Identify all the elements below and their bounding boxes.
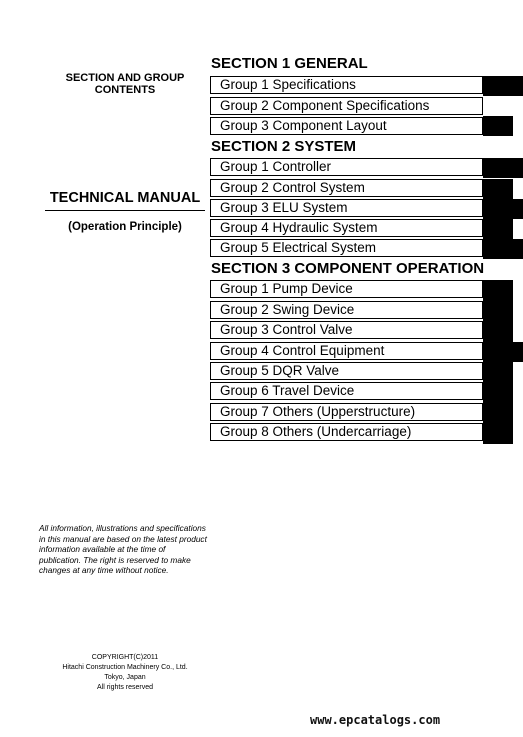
section-tab-marker	[483, 199, 523, 219]
toc-item-section2-group4[interactable]: Group 4 Hydraulic System	[210, 219, 483, 237]
copyright-line: COPYRIGHT(C)2011	[91, 654, 159, 661]
company-location: Tokyo, Japan	[104, 674, 146, 681]
section-group-contents-heading	[40, 72, 210, 96]
disclaimer-text: All information, illustrations and specifications in this manual are based on the latest product information available at the time of publication. The right is reserved to make changes at any time without notice.	[39, 523, 207, 575]
toc-item-section3-group3[interactable]: Group 3 Control Valve	[210, 321, 483, 339]
section-tab-marker	[483, 76, 523, 96]
toc-item-section2-group5[interactable]: Group 5 Electrical System	[210, 239, 483, 257]
toc-item-section2-group2[interactable]: Group 2 Control System	[210, 179, 483, 197]
section-tab-marker	[483, 362, 513, 444]
section-1-title: SECTION 1 GENERAL	[211, 55, 368, 72]
toc-item-section3-group7[interactable]: Group 7 Others (Upperstructure)	[210, 403, 483, 421]
section-2-title: SECTION 2 SYSTEM	[211, 138, 357, 155]
manual-title: TECHNICAL MANUAL	[45, 190, 205, 211]
toc-item-section3-group8[interactable]: Group 8 Others (Undercarriage)	[210, 423, 483, 441]
section-3-title: SECTION 3 COMPONENT OPERATION	[211, 260, 485, 277]
footer-url[interactable]: www.epcatalogs.com	[310, 713, 441, 727]
toc-item-section1-group1[interactable]: Group 1 Specifications	[210, 76, 483, 94]
contents-heading-line2: CONTENTS	[94, 84, 156, 96]
toc-item-section3-group1[interactable]: Group 1 Pump Device	[210, 280, 483, 298]
toc-item-section3-group4[interactable]: Group 4 Control Equipment	[210, 342, 483, 360]
manual-subtitle: (Operation Principle)	[68, 221, 182, 233]
toc-item-section1-group3[interactable]: Group 3 Component Layout	[210, 117, 483, 135]
contents-heading-line1: SECTION AND GROUP	[65, 72, 185, 84]
section-tab-marker	[483, 179, 513, 199]
toc-item-section2-group1[interactable]: Group 1 Controller	[210, 158, 483, 176]
toc-item-section1-group2[interactable]: Group 2 Component Specifications	[210, 97, 483, 115]
section-tab-marker	[483, 219, 513, 239]
section-tab-marker	[483, 116, 513, 136]
section-tab-marker	[483, 342, 523, 362]
toc-item-section3-group5[interactable]: Group 5 DQR Valve	[210, 362, 483, 380]
copyright-block	[40, 653, 210, 693]
section-tab-marker	[483, 239, 523, 259]
toc-item-section3-group6[interactable]: Group 6 Travel Device	[210, 382, 483, 400]
toc-item-section2-group3[interactable]: Group 3 ELU System	[210, 199, 483, 217]
toc-item-section3-group2[interactable]: Group 2 Swing Device	[210, 301, 483, 319]
company-name: Hitachi Construction Machinery Co., Ltd.	[62, 664, 188, 671]
section-tab-marker	[483, 158, 523, 178]
rights-reserved: All rights reserved	[96, 684, 154, 691]
